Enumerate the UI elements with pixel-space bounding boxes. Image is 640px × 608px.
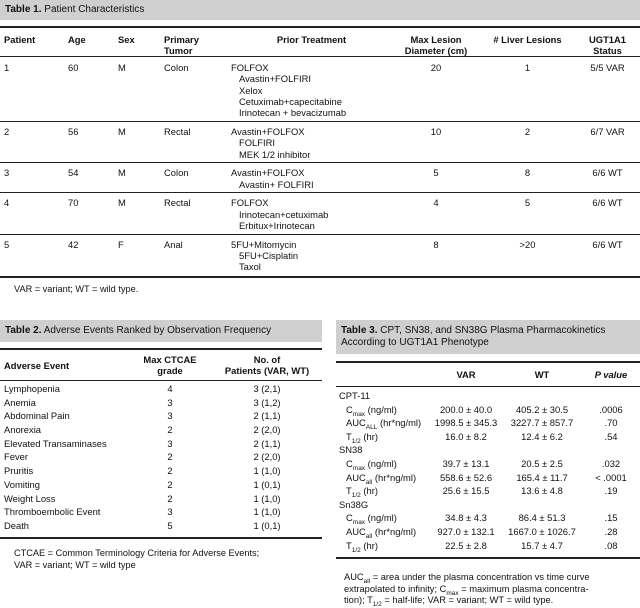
table-row [336,526,640,540]
table-row [336,458,640,472]
p-value-cell: .19 [604,485,618,497]
table-row [336,431,640,445]
table-1-title: Patient Characteristics [44,4,145,15]
age-cell: 54 [68,167,79,179]
table-2-caption [0,320,322,342]
grade-cell: 2 [167,492,173,504]
patients-cell: 2 (1,1) [253,437,281,449]
treatment-line: Irinotecan + bevacizumab [239,107,347,119]
adverse-event-cell: Thromboembolic Event [4,506,101,518]
group-label: CPT-11 [339,390,371,401]
table-2-footnote-line: CTCAE = Common Terminology Criteria for Adverse Events; [14,548,260,558]
table-2-title: Adverse Events Ranked by Observation Frequency [43,325,272,336]
grade-cell: 3 [167,506,173,518]
table-1-caption [0,0,640,20]
p-value-cell: .54 [604,430,618,442]
parameter-cell: $AUC_{all}$ (hr*ng/ml) [346,525,417,540]
wt-value-cell: 15.7 ± 4.7 [521,539,563,551]
patients-cell: 1 (0,1) [253,519,281,531]
patients-cell: 1 (1,0) [253,492,281,504]
var-value-cell: 927.0 ± 132.1 [437,525,495,537]
table-row [0,239,640,276]
col-max-ctcae-grade: Max CTCAE grade [143,354,197,376]
sex-cell: M [118,62,126,73]
wt-value-cell: 3227.7 ± 857.7 [510,417,574,429]
ugt1a1-status-cell: 5/5 VAR [590,62,625,73]
adverse-event-cell: Lymphopenia [4,383,60,394]
col-no-of-patients: No. of Patients (VAR, WT) [224,354,310,376]
var-value-cell: 34.8 ± 4.3 [445,512,487,524]
liver-lesions-cell: 1 [524,62,531,73]
adverse-event-cell: Weight Loss [4,492,56,504]
max-lesion-cell: 4 [433,197,439,209]
table-3-footnote-line: extrapolated to infinity; $C_{max}$ = maximum plasma concentra- [344,583,589,597]
table-3-title-line-2: According to UGT1A1 Phenotype [341,337,489,348]
patients-cell: 3 (2,1) [253,383,281,394]
table-row [0,410,322,424]
prior-treatment-cell [231,167,392,193]
grade-cell: 2 [167,478,173,490]
sex-cell: M [118,197,126,209]
table-row [0,167,640,193]
group-label: SN38 [339,444,363,456]
grade-cell: 3 [167,396,173,408]
table-3-title: CPT, SN38, and SN38G Plasma Pharmacokinetics [380,325,606,336]
col-ugt1a1-status: UGT1A1 Status [589,34,626,56]
wt-value-cell: 165.4 ± 11.7 [516,471,568,483]
adverse-event-cell: Vomiting [4,478,40,490]
sex-cell: M [118,167,126,179]
grade-cell: 2 [167,424,173,436]
ugt1a1-status-cell: 6/6 WT [592,167,623,179]
p-value-cell: .032 [601,457,621,469]
grade-cell: 2 [167,451,173,463]
wt-value-cell: 20.5 ± 2.5 [521,457,563,469]
table-2-grid [0,354,322,376]
ugt1a1-status-cell: 6/6 WT [592,197,623,209]
var-value-cell: 22.5 ± 2.8 [445,539,487,551]
table-1 [0,0,640,294]
parameter-cell: $C_{max}$ (ng/ml) [346,457,397,472]
table-row [0,493,322,507]
table-3-header-row [336,369,640,380]
p-value-cell: .0006 [599,403,623,415]
liver-lesions-cell: 5 [524,197,531,209]
grade-cell: 4 [167,383,173,394]
table-row [336,472,640,486]
table-row [0,62,640,122]
parameter-cell: $T_{1/2}$ (hr) [346,485,378,500]
table-3-grid [336,369,640,380]
liver-lesions-cell: >20 [519,238,536,250]
table-3 [336,320,640,608]
col-primary-tumor: Primary Tumor [164,34,199,56]
table-row [0,197,640,234]
liver-lesions-cell: 2 [524,126,531,137]
primary-tumor-cell: Colon [164,62,189,73]
ugt1a1-status-cell: 6/7 VAR [590,126,625,137]
primary-tumor-cell: Colon [164,167,189,179]
group-row [336,390,640,404]
patient-cell: 1 [4,62,10,73]
table-row [0,520,322,534]
treatment-line: MEK 1/2 inhibitor [239,148,311,160]
var-value-cell: 1998.5 ± 345.3 [434,417,498,429]
table-3-caption [336,320,640,354]
parameter-cell: $AUC_{all}$ (hr*ng/ml) [346,471,417,486]
parameter-cell: $AUC_{ALL}$ (hr*ng/ml) [346,417,422,432]
patient-cell: 4 [4,197,10,209]
table-3-label: Table 3. [341,325,378,336]
adverse-event-cell: Fever [4,451,28,463]
patient-cell: 5 [4,238,10,250]
grade-cell: 5 [167,519,173,531]
parameter-cell: $C_{max}$ (ng/ml) [346,512,397,527]
patients-cell: 2 (2,0) [253,424,281,436]
patients-cell: 1 (0,1) [253,478,281,490]
grade-cell: 3 [167,437,173,449]
patient-cell: 3 [4,167,10,179]
col-sex: Sex [118,34,135,45]
table-row [336,404,640,418]
treatment-line: Taxol [239,261,261,273]
adverse-event-cell: Elevated Transaminases [4,437,107,449]
liver-lesions-cell: 8 [524,167,531,179]
var-value-cell: 25.6 ± 15.5 [442,485,490,497]
prior-treatment-cell [231,197,392,234]
treatment-line: FOLFOX [231,62,269,73]
treatment-line: Erbitux+Irinotecan [239,220,315,232]
table-1-footnote: VAR = variant; WT = wild type. [14,284,139,294]
col-prior-treatment: Prior Treatment [276,34,347,45]
adverse-event-cell: Pruritis [4,465,34,477]
patient-cell: 2 [4,126,10,137]
col-adverse-event: Adverse Event [4,359,70,371]
col-patient: Patient [4,34,36,45]
var-value-cell: 39.7 ± 13.1 [442,457,490,469]
table-1-label: Table 1. [5,4,42,15]
wt-value-cell: 13.6 ± 4.8 [521,485,563,497]
table-2 [0,320,322,570]
table-row [0,465,322,479]
treatment-line: 5FU+Mitomycin [231,238,297,250]
patients-cell: 2 (1,1) [253,410,281,422]
table-row [336,512,640,526]
table-row [336,485,640,499]
var-value-cell: 16.0 ± 8.2 [445,430,487,442]
sex-cell: F [118,238,124,250]
patients-cell: 2 (2,0) [253,451,281,463]
grade-cell: 2 [167,465,173,477]
table-2-body [0,383,322,534]
table-row [0,397,322,411]
group-row [336,444,640,458]
max-lesion-cell: 5 [433,167,439,179]
parameter-cell: $T_{1/2}$ (hr) [346,539,378,554]
wt-value-cell: 86.4 ± 51.3 [518,512,566,524]
group-row [336,499,640,513]
prior-treatment-cell [231,126,392,163]
col-age: Age [68,34,86,45]
treatment-line: Xelox [239,84,263,96]
table-3-footnote [344,572,640,607]
patients-cell: 1 (1,0) [253,465,281,477]
table-row [0,424,322,438]
table-3-footnote-line: tion); $T_{1/2}$ = half-life; VAR = variant; WT = wild type. [344,595,554,608]
col-wt: WT [534,369,550,380]
table-1-header-row [0,34,640,57]
parameter-cell: $T_{1/2}$ (hr) [346,430,378,445]
table-row [0,126,640,163]
primary-tumor-cell: Anal [164,238,183,250]
p-value-cell: .08 [604,539,618,551]
treatment-line: 5FU+Cisplatin [239,250,299,262]
col-liver-lesions: # Liver Lesions [493,34,562,45]
max-lesion-cell: 10 [430,126,442,137]
ugt1a1-status-cell: 6/6 WT [592,238,623,250]
table-2-header-row [0,354,322,376]
patients-cell: 3 (1,2) [253,396,281,408]
col-p-value: P value [594,369,628,380]
table-row [0,451,322,465]
age-cell: 42 [68,238,79,250]
age-cell: 56 [68,126,79,137]
var-value-cell: 558.6 ± 52.6 [439,471,493,483]
adverse-event-cell: Abdominal Pain [4,410,70,422]
adverse-event-cell: Anorexia [4,424,42,436]
p-value-cell: .15 [604,512,618,524]
p-value-cell: < .0001 [595,471,627,483]
grade-cell: 3 [167,410,173,422]
col-max-lesion: Max Lesion Diameter (cm) [404,34,468,56]
patients-cell: 1 (1,0) [253,506,281,518]
treatment-line: Avastin+ FOLFIRI [239,178,314,190]
age-cell: 60 [68,62,79,73]
primary-tumor-cell: Rectal [164,197,191,209]
treatment-line: Avastin+FOLFOX [231,126,305,137]
treatment-line: Avastin+FOLFOX [231,167,305,179]
wt-value-cell: 405.2 ± 30.5 [515,403,569,415]
wt-value-cell: 12.4 ± 6.2 [521,430,563,442]
sex-cell: M [118,126,126,137]
treatment-line: Avastin+FOLFIRI [239,73,311,85]
p-value-cell: .28 [604,525,618,537]
col-var: VAR [456,369,476,380]
primary-tumor-cell: Rectal [164,126,191,137]
table-2-label: Table 2. [5,325,42,336]
treatment-line: FOLFIRI [239,137,275,149]
table-1-grid [0,34,640,276]
table-2-footnote [14,548,259,571]
group-label: Sn38G [339,498,369,510]
age-cell: 70 [68,197,79,209]
prior-treatment-cell [231,239,392,276]
table-row [0,383,322,397]
treatment-line: FOLFOX [231,197,269,209]
adverse-event-cell: Anemia [4,396,36,408]
table-row [0,506,322,520]
table-3-body [336,390,640,553]
table-2-footnote-line: VAR = variant; WT = wild type [14,559,136,570]
adverse-event-cell: Death [4,519,30,531]
table-3-footnote-line: $AUC_{all}$ = area under the plasma concentration vs time curve [344,572,590,585]
var-value-cell: 200.0 ± 40.0 [439,403,493,415]
table-row [336,417,640,431]
table-row [0,479,322,493]
prior-treatment-cell [231,62,392,122]
parameter-cell: $C_{max}$ (ng/ml) [346,403,397,418]
max-lesion-cell: 20 [430,62,442,73]
max-lesion-cell: 8 [433,238,439,250]
treatment-line: Cetuximab+capecitabine [239,95,342,107]
table-row [0,438,322,452]
table-row [336,540,640,554]
wt-value-cell: 1667.0 ± 1026.7 [508,525,576,537]
treatment-line: Irinotecan+cetuximab [239,208,329,220]
p-value-cell: .70 [604,417,618,429]
